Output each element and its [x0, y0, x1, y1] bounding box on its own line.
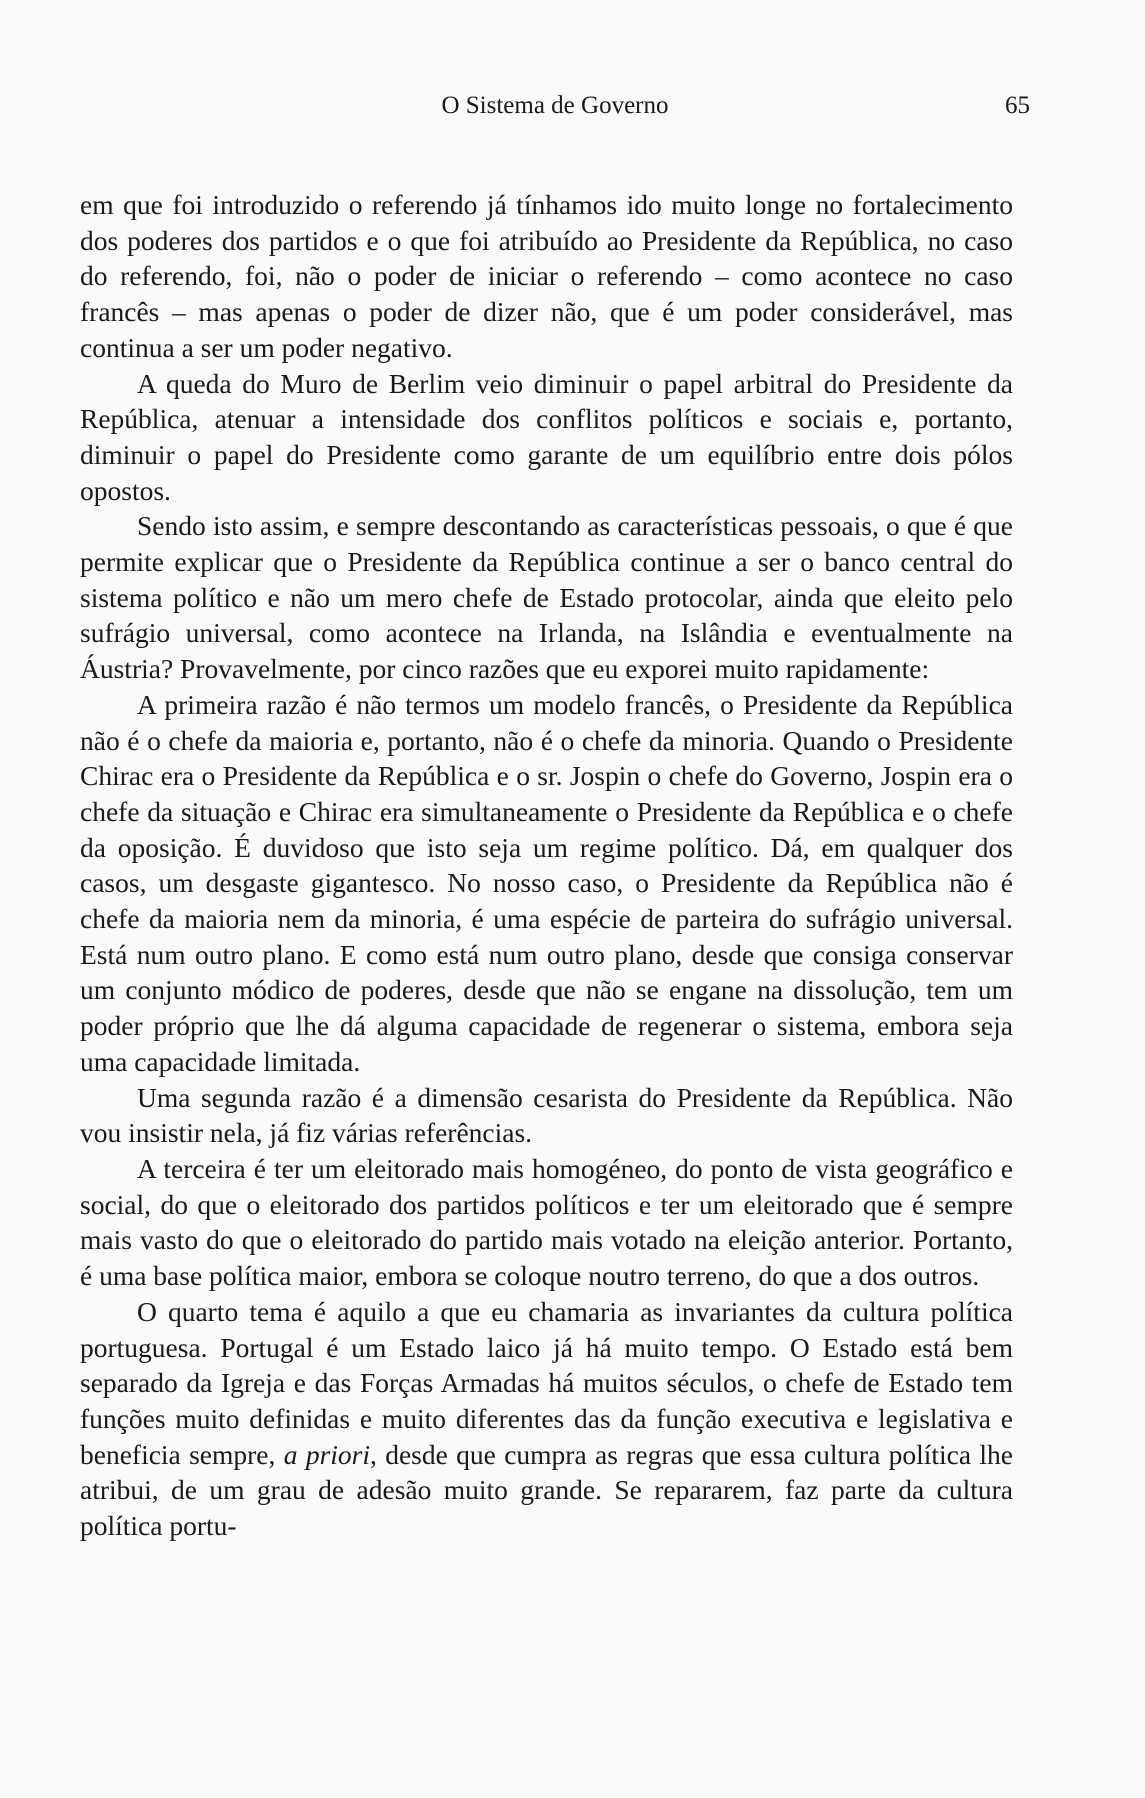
paragraph-7-text-a: O quarto tema é aquilo a que eu chamaria as invariantes da cultura política portuguesa. Portugal é um Estado laico já há muito tempo. O Estado está bem separado da Igreja e das Forças Armadas há muitos séculos, o chefe de Estado tem funções muito definidas e muito diferentes das da função executiva e legislativa e beneficia sempre, — [80, 1295, 1013, 1470]
paragraph-1: em que foi introduzido o referendo já tínhamos ido muito longe no fortalecimento dos poderes dos partidos e o que foi atribuído ao Presidente da República, no caso do referendo, foi, não o poder de iniciar o referendo – como acontece no caso francês – mas apenas o poder de dizer não, que é um poder considerável, mas continua a ser um poder negativo. — [80, 189, 1013, 363]
paragraph-7 — [80, 1294, 1013, 1544]
running-header-title: O Sistema de Governo — [441, 92, 669, 119]
body-text — [80, 187, 1013, 1544]
running-header — [80, 92, 1030, 132]
paragraph-7-text-b: , desde que cumpra as regras que essa cultura política lhe atribui, de um grau de adesão muito grande. Se repararem, faz parte da cultura política portu- — [80, 1438, 1014, 1542]
paragraph-5: Uma segunda razão é a dimensão cesarista do Presidente da República. Não vou insistir nela, já fiz várias referências. — [80, 1081, 1013, 1149]
paragraph-7-italic: a priori — [283, 1438, 371, 1470]
paragraph-3: Sendo isto assim, e sempre descontando as características pessoais, o que é que permite explicar que o Presidente da República continue a ser o banco central do sistema político e não um mero chefe de Estado protocolar, ainda que eleito pelo sufrágio universal, como acontece na Irlanda, na Islândia e eventualmente na Áustria? Provavelmente, por cinco razões que eu exporei muito rapidamente: — [80, 510, 1013, 685]
page-number: 65 — [1005, 92, 1030, 119]
paragraph-6: A terceira é ter um eleitorado mais homogéneo, do ponto de vista geográfico e social, do que o eleitorado dos partidos políticos e ter um eleitorado que é sempre mais vasto do que o eleitorado do partido mais votado na eleição anterior. Portanto, é uma base política maior, embora se coloque noutro terreno, do que a dos outros. — [80, 1152, 1013, 1292]
paragraph-2: A queda do Muro de Berlim veio diminuir o papel arbitral do Presidente da República, atenuar a intensidade dos conflitos políticos e sociais e, portanto, diminuir o papel do Presidente como garante de um equilíbrio entre dois pólos opostos. — [80, 367, 1013, 506]
paragraph-4: A primeira razão é não termos um modelo francês, o Presidente da República não é o chefe da maioria e, portanto, não é o chefe da minoria. Quando o Presidente Chirac era o Presidente da República e o sr. Jospin o chefe do Governo, Jospin era o chefe da situação e Chirac era simultaneamente o Presidente da República e o chefe da oposição. É duvidoso que isto seja um regime político. Dá, em qualquer dos casos, um desgaste gigantesco. No nosso caso, o Presidente da República não é chefe da maioria nem da minoria, é uma espécie de parteira do sufrágio universal. Está num outro plano. E como está num outro plano, desde que consiga conservar um conjunto módico de poderes, desde que não se engane na dissolução, tem um poder próprio que lhe dá alguma capacidade de regenerar o sistema, embora seja uma capacidade limitada. — [80, 688, 1013, 1077]
